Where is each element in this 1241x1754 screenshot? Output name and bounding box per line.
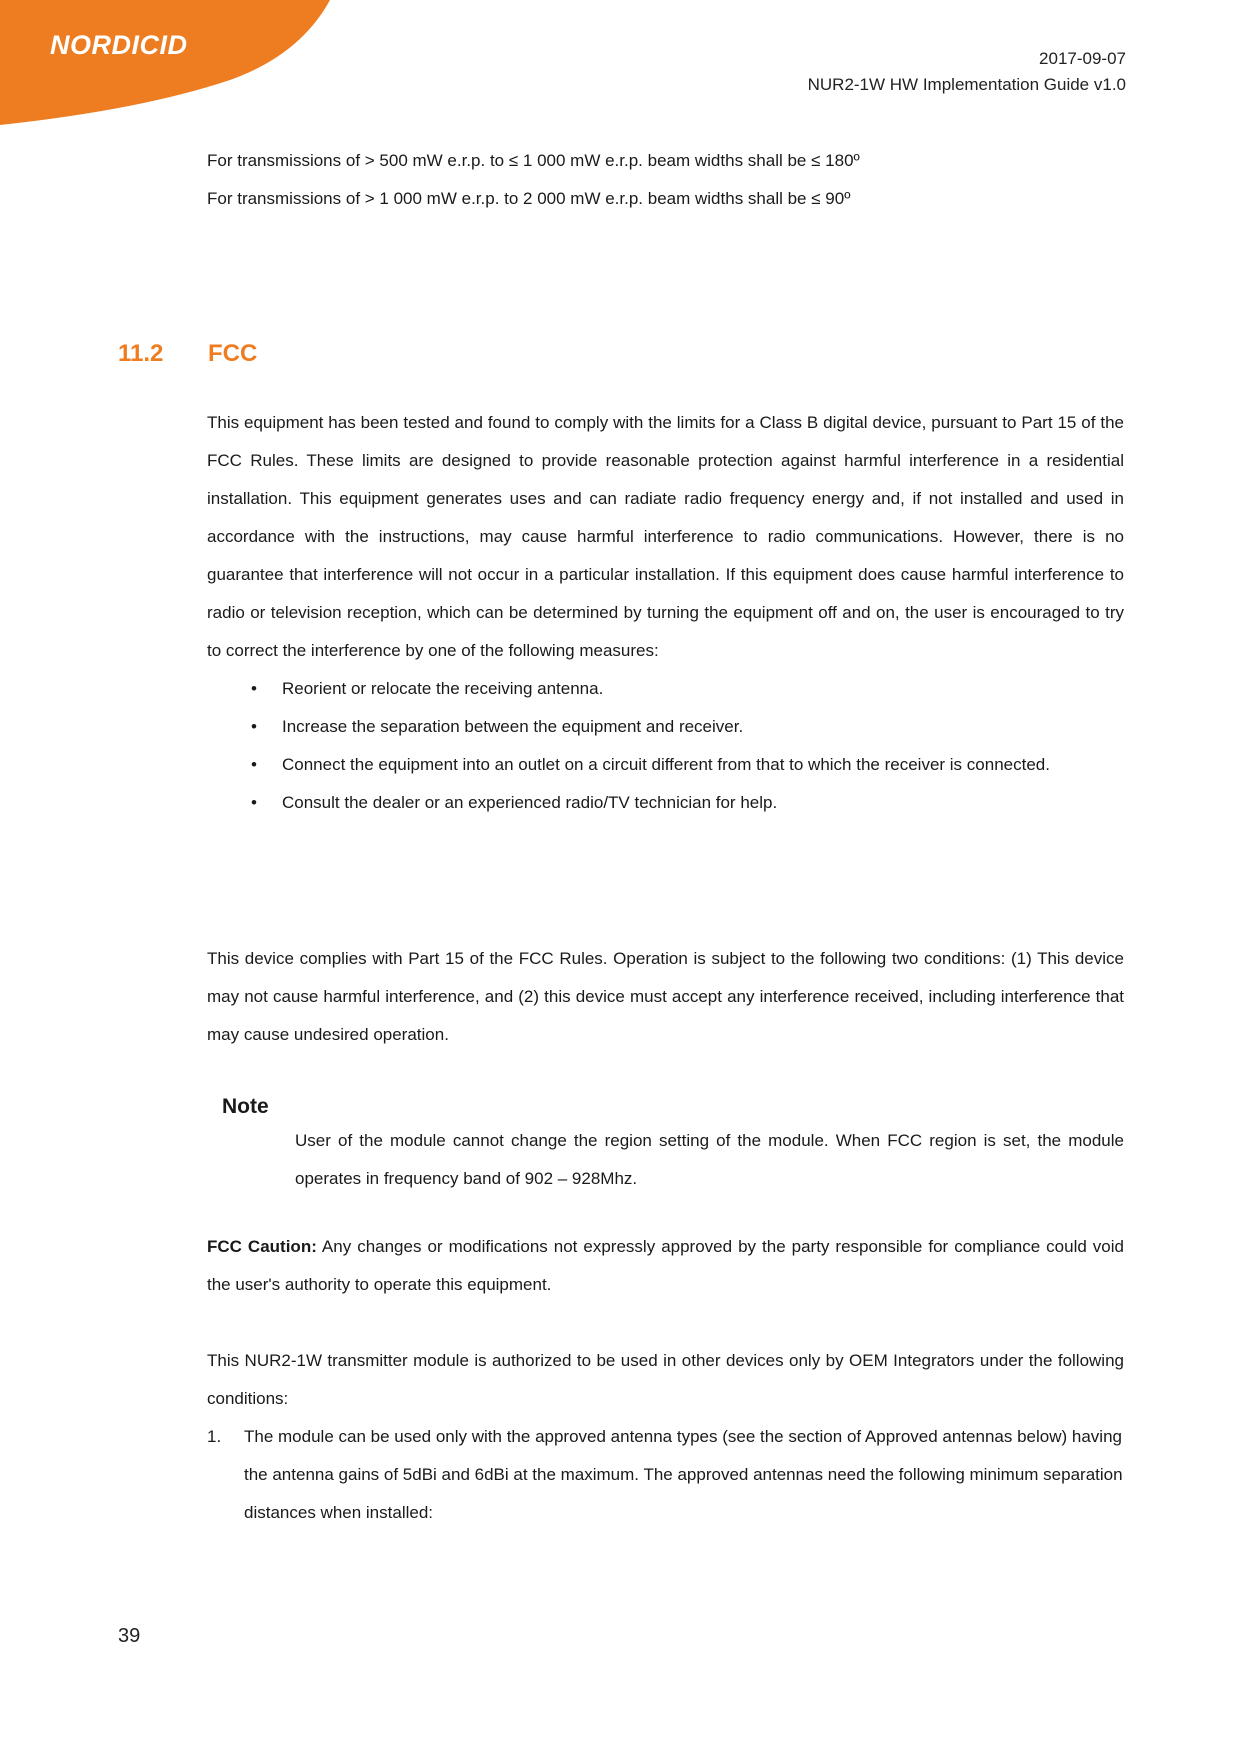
fcc-body	[207, 404, 1124, 822]
item-number: 1.	[207, 1427, 222, 1446]
fcc-paragraph-1: This equipment has been tested and found to comply with the limits for a Class B digital device, pursuant to Part 15 of the FCC Rules. These limits are designed to provide reasonable protection against harmful interference in a residential installation. This equipment generates uses and can radiate radio frequency energy and, if not installed and used in accordance with the instructions, may cause harmful interference to radio communications. However, there is no guarantee that interference will not occur in a particular installation. If this equipment does cause harmful interference to radio or television reception, which can be determined by turning the equipment off and on, the user is encouraged to try to correct the interference by one of the following measures:	[207, 413, 1124, 660]
nordicid-logo-background	[0, 0, 330, 130]
list-item	[207, 1418, 1124, 1532]
note-block	[207, 1092, 1124, 1198]
oem-block	[207, 1342, 1124, 1532]
intro-line-1: For transmissions of > 500 mW e.r.p. to ≤ 1 000 mW e.r.p. beam widths shall be ≤ 180º	[207, 151, 860, 170]
caution-label: FCC Caution:	[207, 1237, 317, 1256]
fcc-caution	[207, 1228, 1124, 1304]
section-heading	[118, 340, 257, 368]
intro-line-2: For transmissions of > 1 000 mW e.r.p. to 2 000 mW e.r.p. beam widths shall be ≤ 90º	[207, 189, 851, 208]
compliance-block	[207, 940, 1124, 1054]
page-number: 39	[118, 1625, 141, 1647]
bullet-icon: •	[251, 679, 257, 698]
note-title: Note	[222, 1095, 269, 1118]
fcc-paragraph-3: This NUR2-1W transmitter module is authorized to be used in other devices only by OEM Integrators under the following conditions:	[207, 1351, 1124, 1408]
caution-text: Any changes or modifications not expressly approved by the party responsible for compliance could void the user's authority to operate this equipment.	[207, 1237, 1124, 1294]
fcc-paragraph-2: This device complies with Part 15 of the FCC Rules. Operation is subject to the following two conditions: (1) This device may not cause harmful interference, and (2) this device must accept any interference received, including interference that may cause undesired operation.	[207, 949, 1124, 1044]
caution-block	[207, 1228, 1124, 1304]
item-text: The module can be used only with the approved antenna types (see the section of Approved antennas below) having the antenna gains of 5dBi and 6dBi at the maximum. The approved antennas need the following minimum separation distances when installed:	[244, 1427, 1123, 1522]
header-date: 2017-09-07	[1039, 49, 1126, 68]
bullet-icon: •	[251, 793, 257, 812]
list-item: • Increase the separation between the equipment and receiver.	[207, 708, 1124, 746]
section-number: 11.2	[118, 340, 164, 367]
list-item: • Consult the dealer or an experienced radio/TV technician for help.	[207, 784, 1124, 822]
note-body: User of the module cannot change the region setting of the module. When FCC region is set, the module operates in frequency band of 902 – 928Mhz.	[295, 1131, 1124, 1188]
section-title: FCC	[208, 340, 258, 367]
intro-block	[207, 142, 1124, 218]
conditions-list	[207, 1418, 1124, 1532]
header-doc-title: NUR2-1W HW Implementation Guide v1.0	[807, 75, 1126, 94]
measures-list	[207, 670, 1124, 822]
list-item: • Reorient or relocate the receiving antenna.	[207, 670, 1124, 708]
nordicid-logo: NORDICID	[50, 30, 188, 60]
bullet-icon: •	[251, 717, 257, 736]
list-item: • Connect the equipment into an outlet on a circuit different from that to which the receiver is connected.	[207, 746, 1124, 784]
bullet-icon: •	[251, 755, 257, 774]
